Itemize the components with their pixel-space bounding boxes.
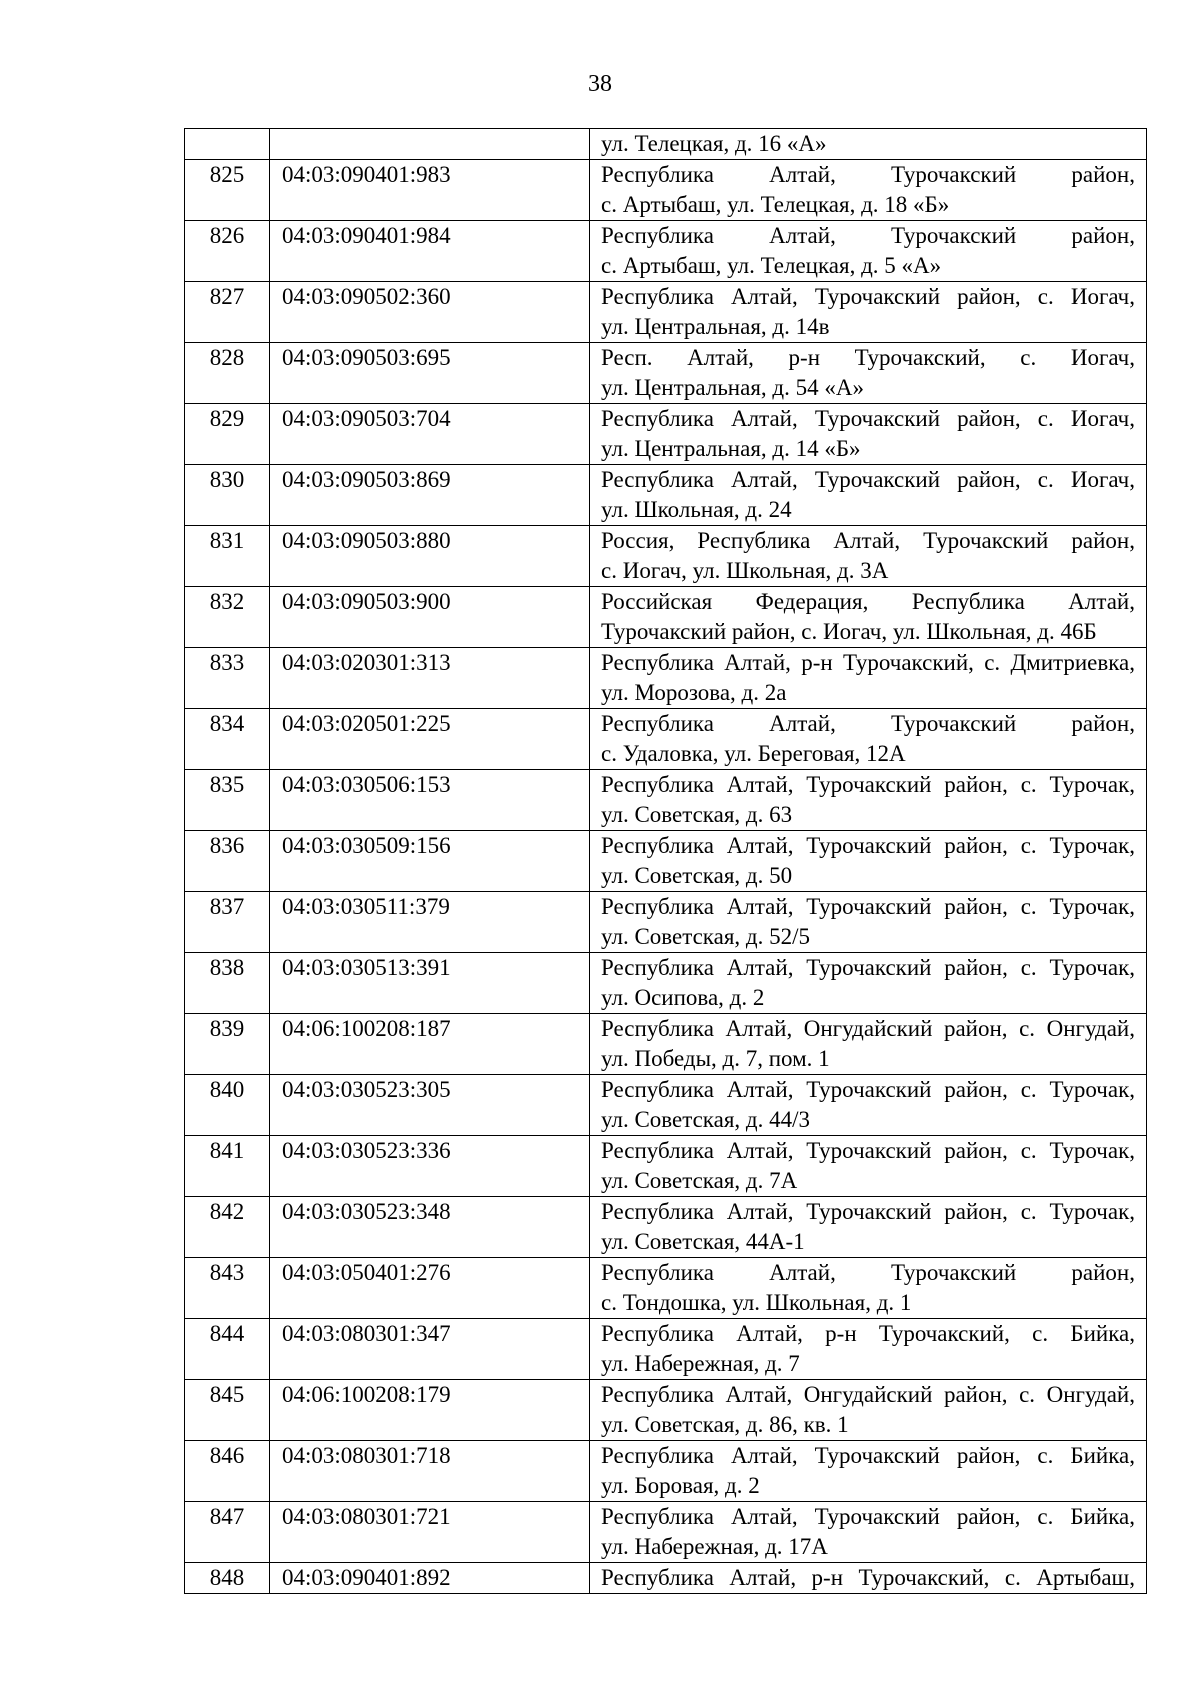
address-line: Республика Алтай, р-н Турочакский, с. Артыбаш,: [601, 1565, 1135, 1590]
table-row: [185, 831, 1147, 892]
cadastral-number-cell: 04:03:030523:336: [270, 1136, 590, 1197]
address-line: Республика Алтай, Турочакский район, с. Турочак,: [601, 833, 1135, 858]
address-line: ул. Советская, 44А-1: [601, 1229, 805, 1254]
cadastral-number-cell: 04:03:090401:984: [270, 221, 590, 282]
row-number-cell: 834: [185, 709, 270, 770]
address-cell: [590, 282, 1147, 343]
address-line: ул. Советская, д. 86, кв. 1: [601, 1412, 849, 1437]
cadastral-number-cell: 04:03:030513:391: [270, 953, 590, 1014]
address-line: Республика Алтай, Турочакский район, с. Турочак,: [601, 772, 1135, 797]
cadastral-number-cell: 04:03:020301:313: [270, 648, 590, 709]
cadastral-number-cell: 04:03:080301:718: [270, 1441, 590, 1502]
registry-table: [184, 128, 1147, 1594]
address-line: ул. Морозова, д. 2а: [601, 680, 787, 705]
address-cell: [590, 770, 1147, 831]
table-row: [185, 953, 1147, 1014]
table-row: [185, 343, 1147, 404]
address-line: Республика Алтай, Турочакский район, с. Иогач,: [601, 467, 1135, 492]
address-cell: [590, 1258, 1147, 1319]
row-number-cell: 847: [185, 1502, 270, 1563]
row-number-cell: 843: [185, 1258, 270, 1319]
table-row: [185, 1136, 1147, 1197]
table-row: [185, 282, 1147, 343]
table-row: [185, 1197, 1147, 1258]
address-cell: [590, 160, 1147, 221]
cadastral-number-cell: 04:03:020501:225: [270, 709, 590, 770]
cadastral-number-cell: 04:03:030511:379: [270, 892, 590, 953]
address-line: ул. Победы, д. 7, пом. 1: [601, 1046, 830, 1071]
address-cell: [590, 526, 1147, 587]
address-line: ул. Центральная, д. 54 «А»: [601, 375, 864, 400]
address-cell: [590, 1502, 1147, 1563]
address-line: ул. Набережная, д. 7: [601, 1351, 800, 1376]
address-cell: [590, 953, 1147, 1014]
row-number-cell: 830: [185, 465, 270, 526]
registry-table-body: [185, 129, 1147, 1594]
cadastral-number-cell: 04:03:030523:305: [270, 1075, 590, 1136]
address-line: Республика Алтай, Турочакский район,: [601, 162, 1135, 187]
row-number-cell: 839: [185, 1014, 270, 1075]
address-line: ул. Советская, д. 52/5: [601, 924, 810, 949]
row-number-cell: 829: [185, 404, 270, 465]
address-cell: [590, 221, 1147, 282]
address-line: ул. Советская, д. 7А: [601, 1168, 798, 1193]
table-row: [185, 1380, 1147, 1441]
table-row: [185, 1502, 1147, 1563]
cadastral-number-cell: 04:06:100208:179: [270, 1380, 590, 1441]
row-number-cell: 840: [185, 1075, 270, 1136]
address-line: ул. Центральная, д. 14 «Б»: [601, 436, 861, 461]
table-row: [185, 465, 1147, 526]
table-row: [185, 1441, 1147, 1502]
address-line: с. Иогач, ул. Школьная, д. 3А: [601, 558, 889, 583]
address-line: Республика Алтай, Турочакский район, с. Бийка,: [601, 1443, 1135, 1468]
row-number-cell: 833: [185, 648, 270, 709]
address-line: Республика Алтай, Турочакский район, с. Иогач,: [601, 406, 1135, 431]
address-line: Республика Алтай, Турочакский район,: [601, 223, 1135, 248]
cadastral-number-cell: 04:06:100208:187: [270, 1014, 590, 1075]
table-row: [185, 709, 1147, 770]
table-row: [185, 892, 1147, 953]
address-cell: [590, 831, 1147, 892]
address-cell: [590, 892, 1147, 953]
row-number-cell: 841: [185, 1136, 270, 1197]
address-line: Республика Алтай, Турочакский район, с. Турочак,: [601, 894, 1135, 919]
row-number-cell: 828: [185, 343, 270, 404]
cadastral-number-cell: 04:03:030523:348: [270, 1197, 590, 1258]
address-cell: [590, 1563, 1147, 1594]
address-line: Республика Алтай, Турочакский район, с. Турочак,: [601, 1138, 1135, 1163]
page-number: 38: [588, 71, 612, 97]
address-cell: [590, 404, 1147, 465]
address-cell: [590, 587, 1147, 648]
address-line: ул. Советская, д. 63: [601, 802, 793, 827]
table-row: [185, 587, 1147, 648]
address-line: Респ. Алтай, р-н Турочакский, с. Иогач,: [601, 345, 1135, 370]
address-cell: [590, 1380, 1147, 1441]
table-row: [185, 1075, 1147, 1136]
address-cell: [590, 1014, 1147, 1075]
address-line: ул. Советская, д. 50: [601, 863, 793, 888]
address-line: Республика Алтай, р-н Турочакский, с. Дмитриевка,: [601, 650, 1135, 675]
table-row: [185, 648, 1147, 709]
address-cell: [590, 1197, 1147, 1258]
row-number-cell: 844: [185, 1319, 270, 1380]
row-number-cell: 827: [185, 282, 270, 343]
cadastral-number-cell: 04:03:030506:153: [270, 770, 590, 831]
row-number-cell: 848: [185, 1563, 270, 1594]
address-line: Республика Алтай, Турочакский район, с. Турочак,: [601, 1077, 1135, 1102]
address-line: Республика Алтай, Турочакский район, с. Иогач,: [601, 284, 1135, 309]
row-number-cell: 836: [185, 831, 270, 892]
address-line: с. Тондошка, ул. Школьная, д. 1: [601, 1290, 912, 1315]
address-line: Республика Алтай, Турочакский район,: [601, 1260, 1135, 1285]
table-row-continuation: [185, 129, 1147, 160]
address-line: ул. Набережная, д. 17А: [601, 1534, 828, 1559]
address-cell: [590, 465, 1147, 526]
cadastral-number-cell: 04:03:090401:892: [270, 1563, 590, 1594]
address-cell: [590, 648, 1147, 709]
row-number-cell: 825: [185, 160, 270, 221]
row-number-cell: 838: [185, 953, 270, 1014]
cadastral-number-cell: 04:03:090503:900: [270, 587, 590, 648]
row-number-cell: [185, 129, 270, 160]
cadastral-number-cell: 04:03:080301:347: [270, 1319, 590, 1380]
address-line: ул. Боровая, д. 2: [601, 1473, 760, 1498]
cadastral-number-cell: 04:03:090502:360: [270, 282, 590, 343]
address-line: Республика Алтай, Турочакский район, с. Бийка,: [601, 1504, 1135, 1529]
table-row: [185, 1563, 1147, 1594]
row-number-cell: 837: [185, 892, 270, 953]
cadastral-number-cell: 04:03:090503:869: [270, 465, 590, 526]
address-line: Республика Алтай, Онгудайский район, с. Онгудай,: [601, 1016, 1135, 1041]
table-row: [185, 221, 1147, 282]
address-cell: [590, 343, 1147, 404]
row-number-cell: 826: [185, 221, 270, 282]
row-number-cell: 832: [185, 587, 270, 648]
row-number-cell: 845: [185, 1380, 270, 1441]
address-cell: [590, 709, 1147, 770]
address-line: Республика Алтай, Турочакский район, с. Турочак,: [601, 1199, 1135, 1224]
cadastral-number-cell: 04:03:080301:721: [270, 1502, 590, 1563]
table-row: [185, 1258, 1147, 1319]
address-line: с. Удаловка, ул. Береговая, 12А: [601, 741, 906, 766]
address-line: ул. Телецкая, д. 16 «А»: [601, 131, 827, 156]
row-number-cell: 831: [185, 526, 270, 587]
address-cell: [590, 1441, 1147, 1502]
address-line: ул. Осипова, д. 2: [601, 985, 765, 1010]
address-line: Турочакский район, с. Иогач, ул. Школьная, д. 46Б: [601, 619, 1097, 644]
table-row: [185, 1319, 1147, 1380]
address-cell: [590, 129, 1147, 160]
cadastral-number-cell: 04:03:030509:156: [270, 831, 590, 892]
row-number-cell: 835: [185, 770, 270, 831]
address-cell: [590, 1075, 1147, 1136]
cadastral-number-cell: [270, 129, 590, 160]
address-line: Республика Алтай, Турочакский район,: [601, 711, 1135, 736]
cadastral-number-cell: 04:03:090503:695: [270, 343, 590, 404]
address-cell: [590, 1319, 1147, 1380]
address-line: ул. Советская, д. 44/3: [601, 1107, 810, 1132]
cadastral-number-cell: 04:03:090503:880: [270, 526, 590, 587]
address-line: Российская Федерация, Республика Алтай,: [601, 589, 1135, 614]
address-line: с. Артыбаш, ул. Телецкая, д. 5 «А»: [601, 253, 942, 278]
address-line: Республика Алтай, р-н Турочакский, с. Бийка,: [601, 1321, 1135, 1346]
address-line: ул. Центральная, д. 14в: [601, 314, 830, 339]
table-row: [185, 160, 1147, 221]
table-row: [185, 404, 1147, 465]
row-number-cell: 842: [185, 1197, 270, 1258]
cadastral-number-cell: 04:03:090503:704: [270, 404, 590, 465]
cadastral-number-cell: 04:03:090401:983: [270, 160, 590, 221]
table-row: [185, 770, 1147, 831]
table-row: [185, 1014, 1147, 1075]
row-number-cell: 846: [185, 1441, 270, 1502]
cadastral-number-cell: 04:03:050401:276: [270, 1258, 590, 1319]
address-line: Республика Алтай, Онгудайский район, с. Онгудай,: [601, 1382, 1135, 1407]
address-cell: [590, 1136, 1147, 1197]
table-row: [185, 526, 1147, 587]
address-line: Республика Алтай, Турочакский район, с. Турочак,: [601, 955, 1135, 980]
address-line: ул. Школьная, д. 24: [601, 497, 792, 522]
address-line: Россия, Республика Алтай, Турочакский район,: [601, 528, 1135, 553]
address-line: с. Артыбаш, ул. Телецкая, д. 18 «Б»: [601, 192, 950, 217]
